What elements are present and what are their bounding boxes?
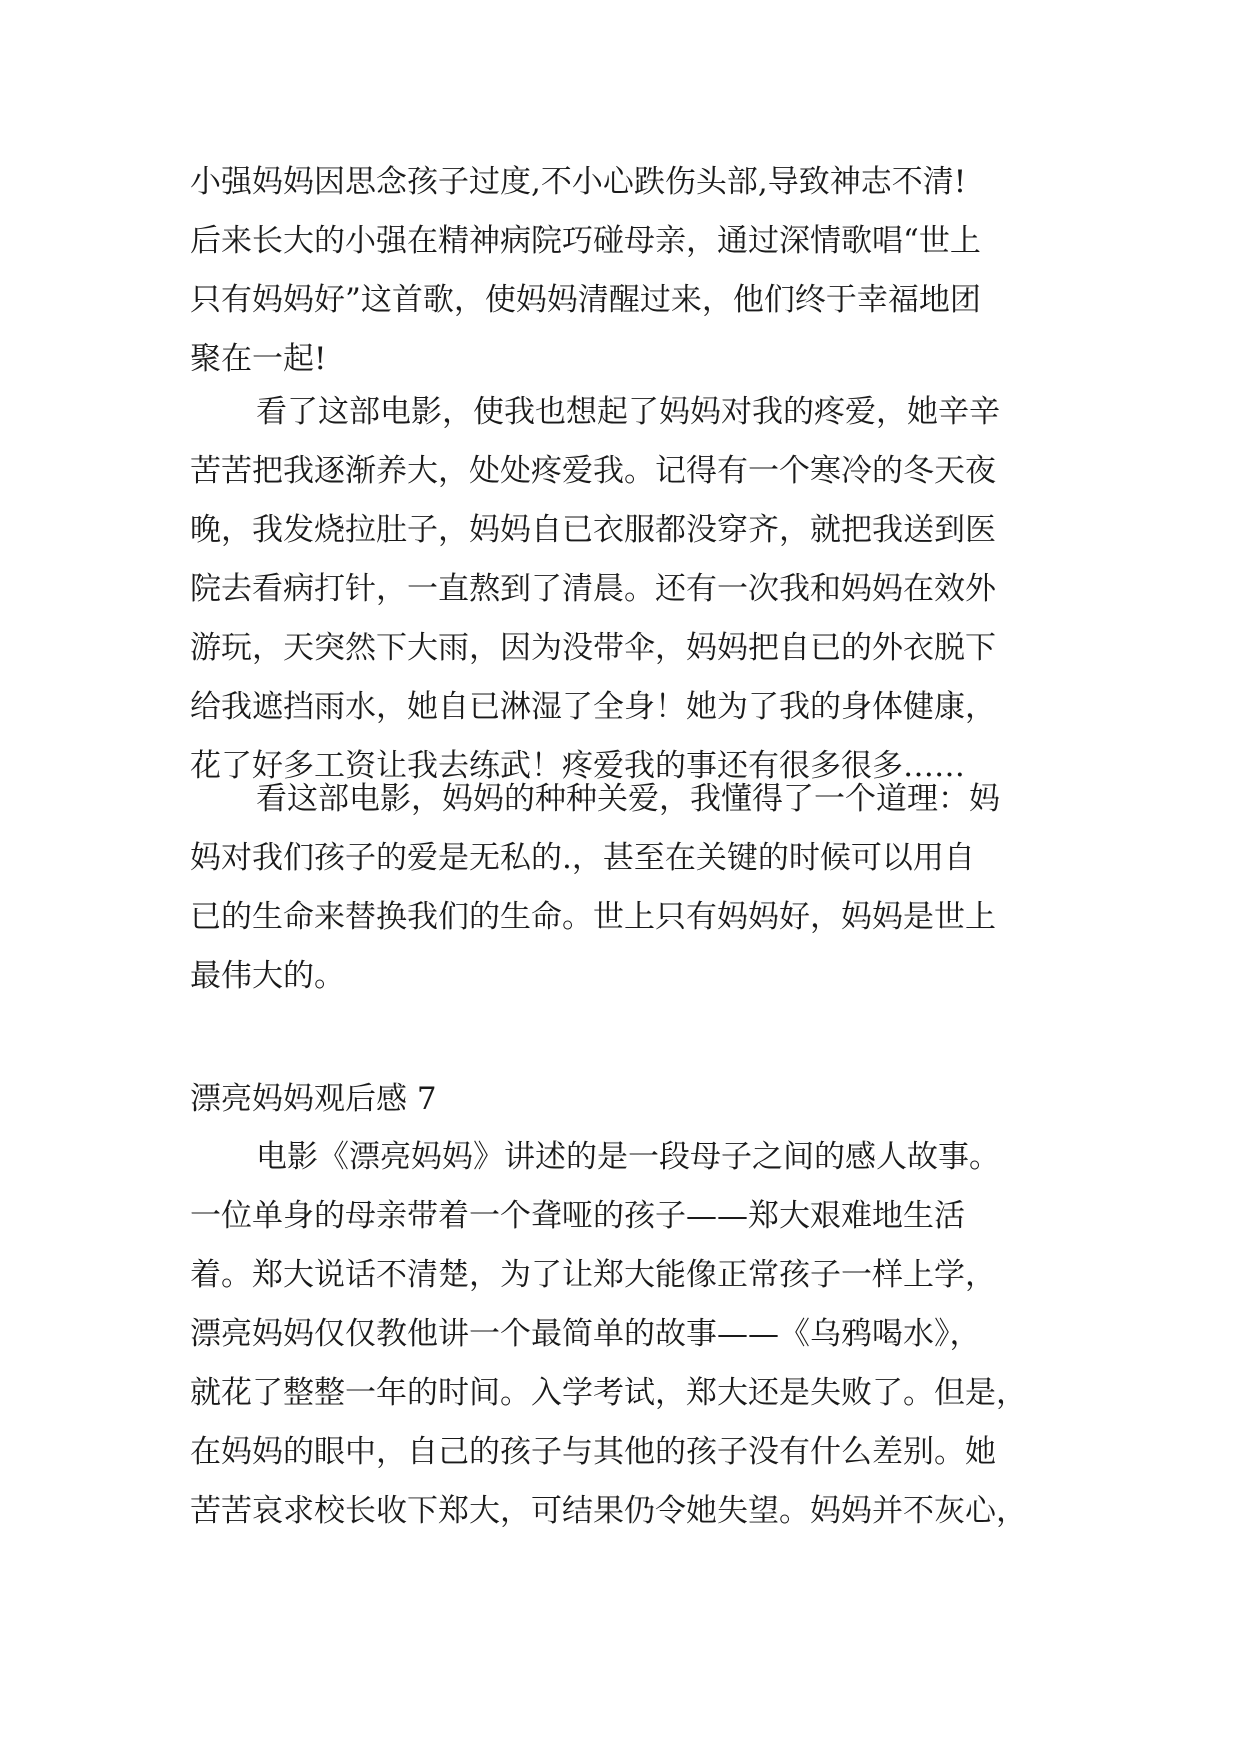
paragraph-line: 给我遮挡雨水，她自已淋湿了全身！她为了我的身体健康，	[190, 689, 996, 725]
paragraph-memories	[190, 383, 1050, 796]
paragraph-continued	[190, 153, 1050, 389]
paragraph-line: 电影《漂亮妈妈》讲述的是一段母子之间的感人故事。	[256, 1139, 1000, 1175]
paragraph-line: 就花了整整一年的时间。入学考试，郑大还是失败了。但是，	[190, 1375, 1027, 1411]
paragraph-line: 漂亮妈妈仅仅教他讲一个最简单的故事——《乌鸦喝水》，	[190, 1316, 981, 1352]
paragraph-line: 聚在一起!	[190, 341, 327, 377]
paragraph-line: 后来长大的小强在精神病院巧碰母亲，通过深情歌唱“世上	[190, 223, 981, 259]
paragraph-line: 一位单身的母亲带着一个聋哑的孩子——郑大艰难地生活	[190, 1198, 965, 1234]
paragraph-line: 苦苦哀求校长收下郑大，可结果仍令她失望。妈妈并不灰心，	[190, 1493, 1027, 1529]
paragraph-line: 着。郑大说话不清楚，为了让郑大能像正常孩子一样上学，	[190, 1257, 996, 1293]
paragraph-line: 看了这部电影，使我也想起了妈妈对我的疼爱，她辛辛	[256, 394, 1000, 430]
section-heading: 漂亮妈妈观后感 7	[190, 1081, 437, 1117]
paragraph-line: 苦苦把我逐渐养大，处处疼爱我。记得有一个寒冷的冬天夜	[190, 453, 996, 489]
paragraph-line: 看这部电影，妈妈的种种关爱，我懂得了一个道理：妈	[256, 781, 1000, 817]
paragraph-line: 花了好多工资让我去练武！疼爱我的事还有很多很多……	[190, 748, 965, 784]
paragraph-line: 院去看病打针，一直熬到了清晨。还有一次我和妈妈在效外	[190, 571, 996, 607]
paragraph-line: 在妈妈的眼中，自己的孩子与其他的孩子没有什么差别。她	[190, 1434, 996, 1470]
paragraph-line: 游玩，天突然下大雨，因为没带伞，妈妈把自已的外衣脱下	[190, 630, 996, 666]
paragraph-movie-intro	[190, 1128, 1050, 1541]
paragraph-line: 晚，我发烧拉肚子，妈妈自已衣服都没穿齐，就把我送到医	[190, 512, 996, 548]
paragraph-line: 已的生命来替换我们的生命。世上只有妈妈好，妈妈是世上	[190, 899, 996, 935]
paragraph-line: 只有妈妈好”这首歌，使妈妈清醒过来，他们终于幸福地团	[190, 282, 981, 318]
paragraph-line: 最伟大的。	[190, 958, 345, 994]
paragraph-line: 妈对我们孩子的爱是无私的.，甚至在关键的时候可以用自	[190, 840, 975, 876]
paragraph-conclusion	[190, 770, 1050, 1006]
paragraph-line: 小强妈妈因思念孩子过度,不小心跌伤头部,导致神志不清!	[190, 164, 967, 200]
